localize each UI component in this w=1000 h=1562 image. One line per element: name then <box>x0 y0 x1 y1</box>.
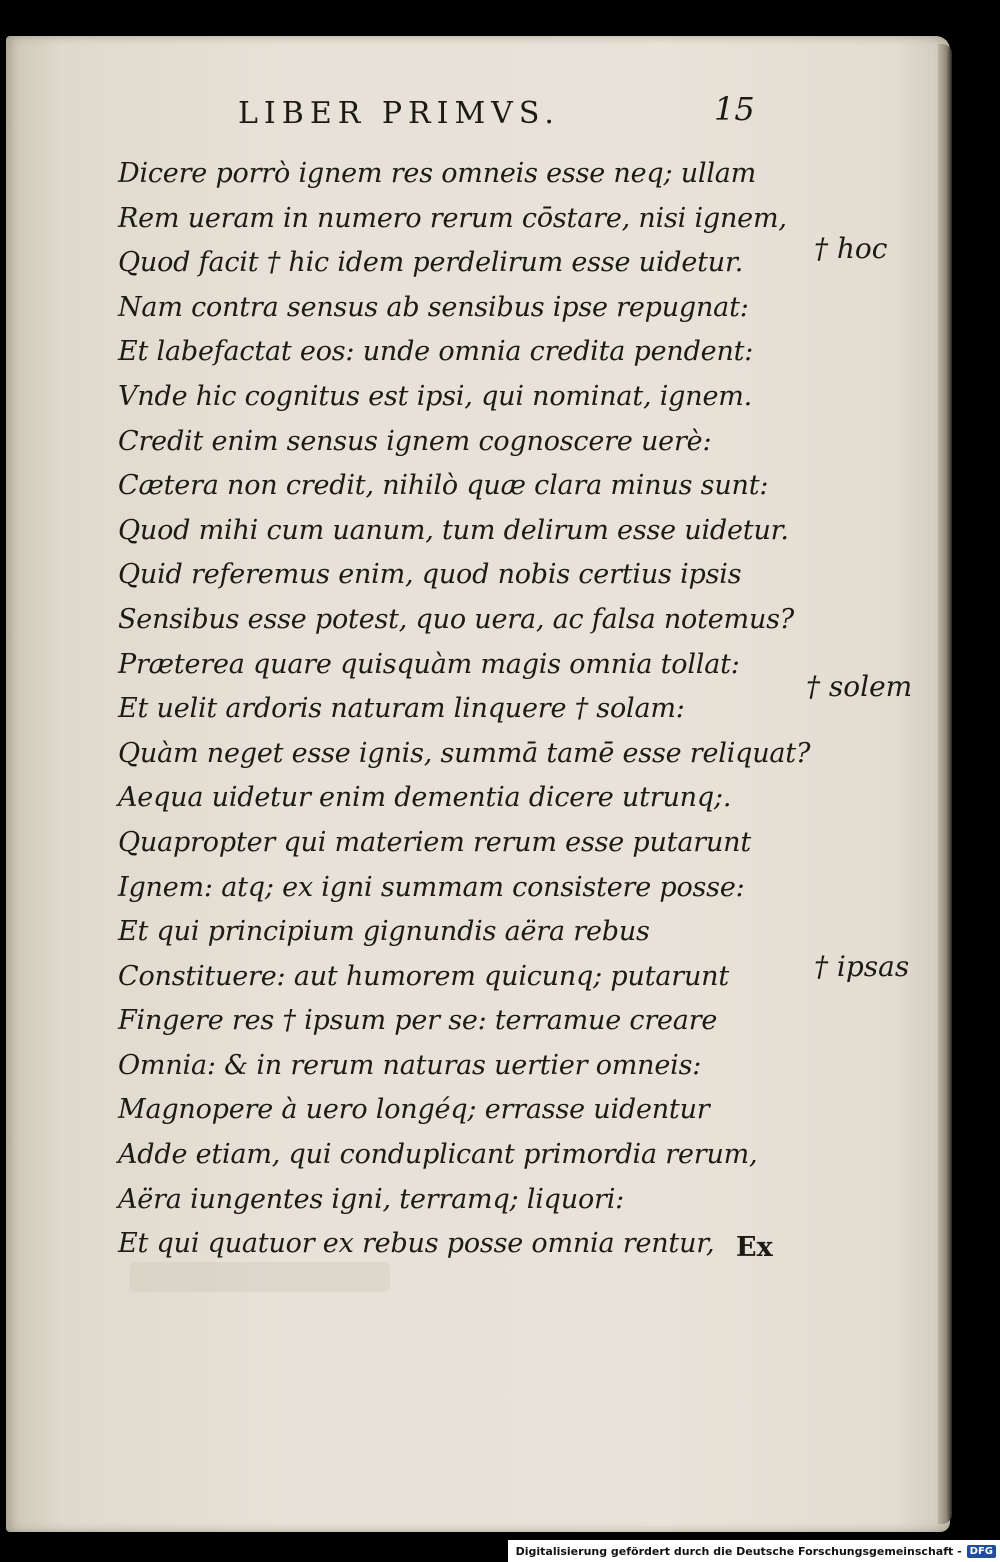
verse-line: Et uelit ardoris naturam linquere † solam: <box>118 693 685 725</box>
verse-line: Quàm neget esse ignis, summā tamē esse reliquat? <box>118 737 811 769</box>
verse-line: Dicere porrò ignem res omneis esse neq; ullam <box>118 158 757 189</box>
verse-line: Quapropter qui materiem rerum esse putarunt <box>118 826 751 858</box>
verse-line: Vnde hic cognitus est ipsi, qui nominat, ignem. <box>118 380 753 412</box>
verse-line: Et qui principium gignundis aëra rebus <box>118 916 650 948</box>
dfg-logo-icon: DFG <box>967 1545 996 1558</box>
page-edge <box>938 44 952 1524</box>
catchword: Ex <box>736 1232 773 1263</box>
verse-line: Credit enim sensus ignem cognoscere uerè: <box>118 425 712 457</box>
verse-line: Quid referemus enim, quod nobis certius ipsis <box>118 559 742 591</box>
show-through-smudge <box>130 1262 390 1292</box>
running-head: LIBER PRIMVS. <box>238 96 560 131</box>
verse-line: Fingere res † ipsum per se: terramue creare <box>118 1005 718 1037</box>
verse-line: Quod facit † hic idem perdelirum esse uidetur. <box>118 247 744 279</box>
verse-line: Ignem: atq; ex igni summam consistere posse: <box>118 871 745 903</box>
marginal-note-hoc: † hoc <box>814 232 888 265</box>
verse-line: Nam contra sensus ab sensibus ipse repugnat: <box>118 291 749 323</box>
verse-line: Cætera non credit, nihilò quæ clara minus sunt: <box>118 470 769 502</box>
verse-line: Et qui quatuor ex rebus posse omnia rentur, <box>118 1228 715 1260</box>
verse-line: Et labefactat eos: unde omnia credita pendent: <box>118 336 754 368</box>
credit-bar <box>508 1540 1000 1562</box>
marginal-note-ipsas: † ipsas <box>814 950 910 983</box>
verse-line: Magnopere à uero longéq; errasse uidentur <box>118 1094 710 1126</box>
verse-line: Rem ueram in numero rerum cōstare, nisi ignem, <box>118 202 787 234</box>
marginal-note-solem: † solem <box>806 670 913 703</box>
verse-line: Aëra iungentes igni, terramq; liquori: <box>118 1183 625 1215</box>
verse-text <box>118 152 811 1267</box>
verse-line: Sensibus esse potest, quo uera, ac falsa notemus? <box>118 603 795 635</box>
credit-text: Digitalisierung gefördert durch die Deutsche Forschungsgemeinschaft - <box>515 1544 962 1558</box>
verse-line: Adde etiam, qui conduplicant primordia rerum, <box>118 1139 758 1171</box>
verse-line: Omnia: & in rerum naturas uertier omneis: <box>118 1049 702 1081</box>
verse-line: Aequa uidetur enim dementia dicere utrunq;. <box>118 782 732 814</box>
page-number: 15 <box>714 90 755 128</box>
verse-line: Constituere: aut humorem quicunq; putarunt <box>118 960 729 992</box>
verse-line: Quod mihi cum uanum, tum delirum esse uidetur. <box>118 514 789 546</box>
verse-line: Præterea quare quisquàm magis omnia tollat: <box>118 648 740 680</box>
